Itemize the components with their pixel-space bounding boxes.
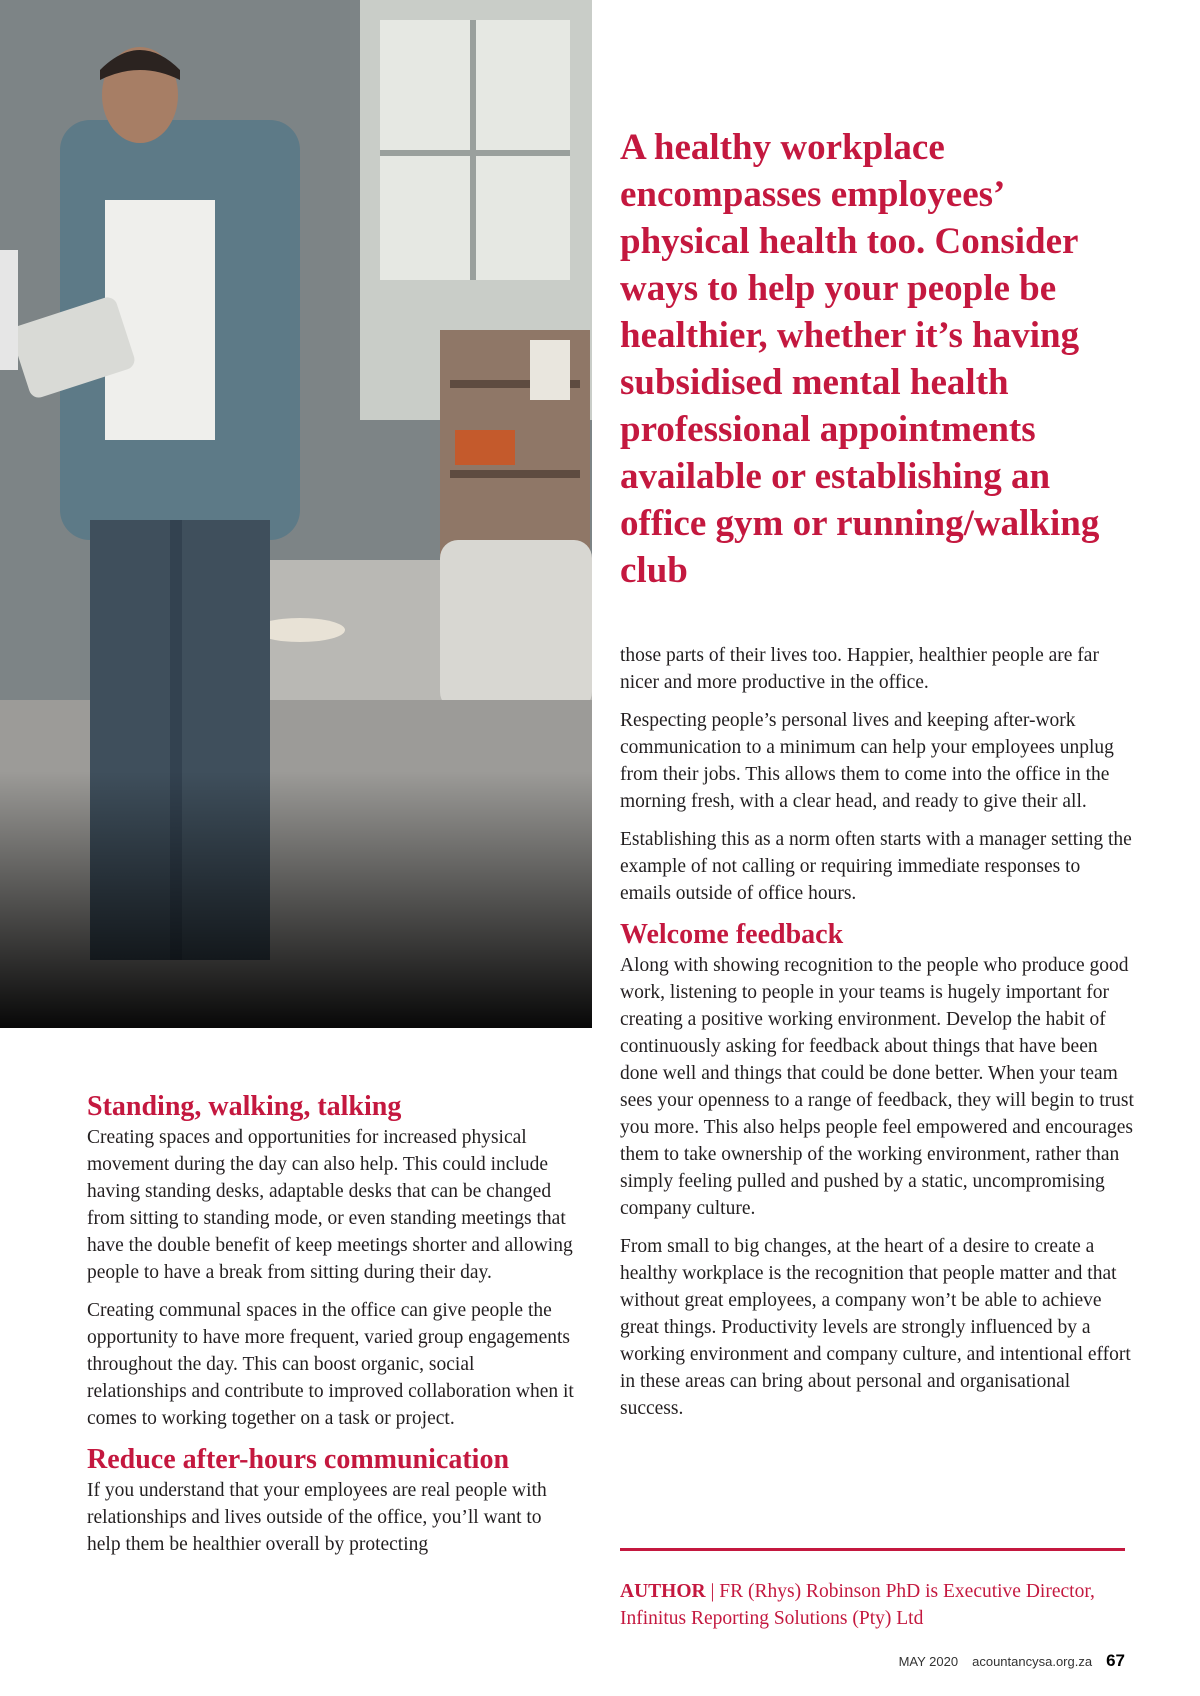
author-text: FR (Rhys) Robinson PhD is Executive Director, Infinitus Reporting Solutions (Pty) Ltd xyxy=(620,1581,1095,1629)
body-paragraph: Creating spaces and opportunities for increased physical movement during the day can also help. This could include having standing desks, adaptable desks that can be changed from sitting to standing mode, or even standing meetings that have the double benefit of keep meetings shorter and allowing people to have a break from sitting during their day. xyxy=(87,1127,573,1283)
body-paragraph: Establishing this as a norm often starts with a manager setting the example of not calling or requiring immediate responses to emails outside of office hours. xyxy=(620,829,1132,904)
body-paragraph: If you understand that your employees are real people with relationships and lives outside of the office, you’ll want to help them be healthier overall by protecting xyxy=(87,1480,547,1555)
section-heading-after-hours: Reduce after-hours communication xyxy=(87,1444,510,1475)
pull-quote: A healthy workplace encompasses employees’ physical health too. Consider ways to help your people be healthier, whether it’s having subsidised mental health professional appointments available or establishing an office gym or running/walking club xyxy=(620,127,1100,591)
page-number: 67 xyxy=(1106,1651,1125,1670)
right-column xyxy=(620,642,1135,1433)
footer-date: MAY 2020 xyxy=(898,1654,959,1669)
body-paragraph: From small to big changes, at the heart of a desire to create a healthy workplace is the recognition that people matter and that without great employees, a company won’t be able to achieve great things. Productivity levels are strongly influenced by a working environment and company culture, and intentional effort in these areas can bring about personal and organisational success. xyxy=(620,1236,1131,1419)
body-paragraph: Along with showing recognition to the people who produce good work, listening to people in your teams is hugely important for creating a positive working environment. Develop the habit of continuously asking for feedback about things that have been done well and things that could be done better. When your team sees your openness to a range of feedback, they will begin to trust you more. This also helps people feel empowered and encourages them to take ownership of the working environment, rather than simply feeling pulled and pushed by a static, uncompromising company culture. xyxy=(620,955,1134,1219)
body-paragraph: those parts of their lives too. Happier, healthier people are far nicer and more productive in the office. xyxy=(620,645,1099,693)
footer-site: acountancysa.org.za xyxy=(972,1654,1093,1669)
office-photo-illustration xyxy=(0,0,592,1028)
author-credit xyxy=(620,1578,1125,1632)
section-heading-feedback: Welcome feedback xyxy=(620,919,844,950)
body-paragraph: Creating communal spaces in the office can give people the opportunity to have more frequent, varied group engagements throughout the day. This can boost organic, social relationships and contribute to improved collaboration when it comes to working together on a task or project. xyxy=(87,1300,574,1429)
section-heading-standing: Standing, walking, talking xyxy=(87,1091,402,1122)
author-separator: | xyxy=(705,1581,720,1602)
author-divider xyxy=(620,1548,1125,1551)
body-paragraph: Respecting people’s personal lives and keeping after-work communication to a minimum can help your employees unplug from their jobs. This allows them to come into the office in the morning fresh, with a clear head, and ready to give their all. xyxy=(620,710,1114,812)
page-footer xyxy=(899,1651,1125,1671)
office-photo xyxy=(0,0,592,1028)
left-column xyxy=(87,1090,577,1569)
author-label: AUTHOR xyxy=(620,1581,706,1602)
